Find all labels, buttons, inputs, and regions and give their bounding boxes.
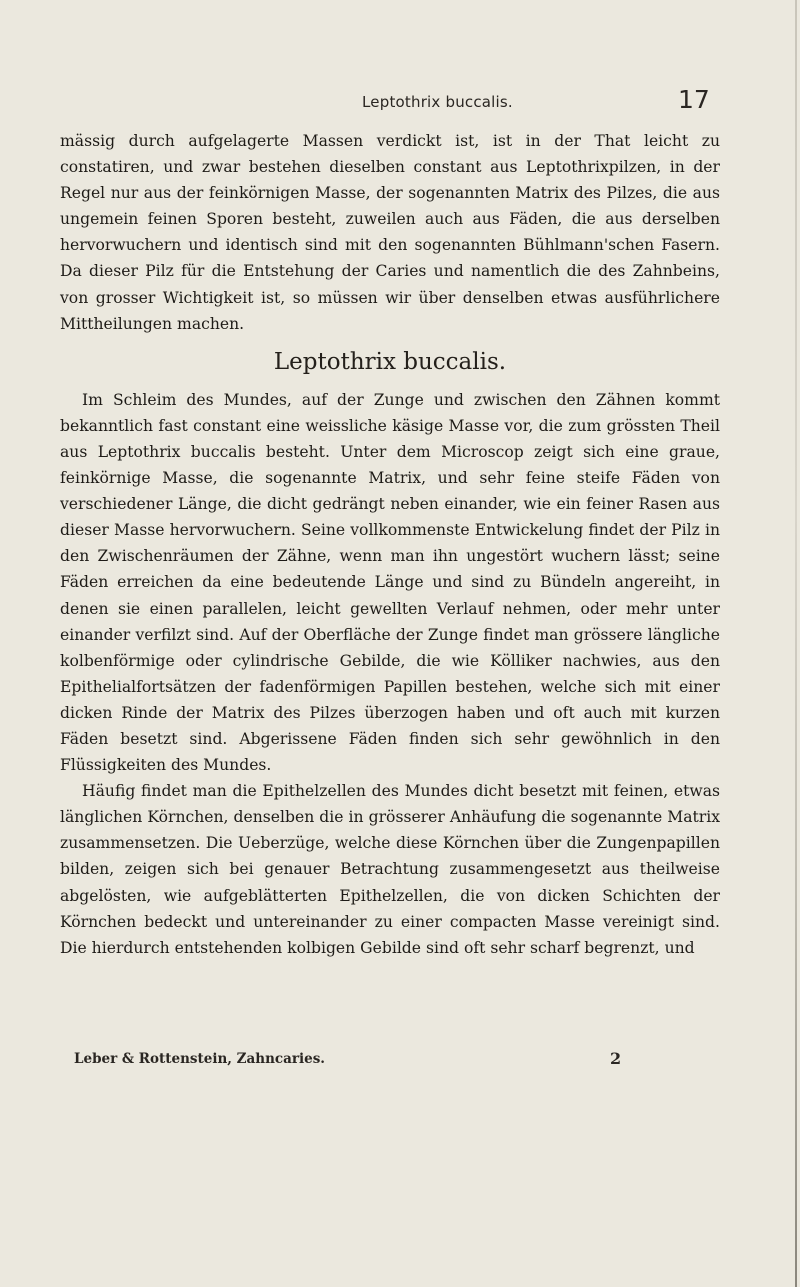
paragraph: Häufig findet man die Epithelzellen des Mundes dicht besetzt mit feinen, etwas länglichen Körnchen, denselben die in grösserer Anhäufung die sogenannte Matrix zusammensetzen. Die Ueberzüge, welche diese Körnchen über die Zungenpapillen bilden, zeigen sich bei genauer Betrachtung zusammengesetzt aus theilweise abgelösten, wie aufgeblätterten Epithelzellen, die von dicken Schichten der Körnchen bedeckt und untereinander zu einer compacten Masse vereinigt sind. Die hierdurch entstehenden kolbigen Gebilde sind oft sehr scharf begrenzt, und [60, 782, 720, 957]
page-edge-shadow [795, 0, 797, 1287]
section-heading: Leptothrix buccalis. [273, 348, 507, 375]
page-footer [60, 1051, 720, 1075]
paragraph: Im Schleim des Mundes, auf der Zunge und zwischen den Zähnen kommt bekanntlich fast constant eine weissliche käsige Masse vor, die zum grössten Theil aus Leptothrix buccalis besteht. Unter dem Microscop zeigt sich eine graue, feinkörnige Masse, die sogenannte Matrix, und sehr feine steife Fäden von verschiedener Länge, die dicht gedrängt neben einander, wie ein feiner Rasen aus dieser Masse hervorwuchern. Seine vollkommenste Entwickelung findet der Pilz in den Zwischenräumen der Zähne, wenn man ihn ungestört wuchern lässt; seine Fäden erreichen da eine bedeutende Länge und sind zu Bündeln angereiht, in denen sie einen parallelen, leicht gewellten Verlauf nehmen, oder mehr unter einander verfilzt sind. Auf der Oberfläche der Zunge findet man grössere längliche kolbenförmige oder cylindrische Gebilde, die wie Kölliker nachwies, aus den Epithelialfortsätzen der fadenförmigen Papillen bestehen, welche sich mit einer dicken Rinde der Matrix des Pilzes überzogen haben und oft auch mit kurzen Fäden besetzt sind. Abgerissene Fäden finden sich sehr gewöhnlich in den Flüssigkeiten des Mundes. [60, 390, 720, 775]
page-header [60, 85, 720, 121]
paragraph-continuation: mässig durch aufgelagerte Massen verdickt ist, ist in der That leicht zu constatiren, und zwar bestehen dieselben constant aus Leptothrixpilzen, in der Regel nur aus der feinkörnigen Masse, der sogenannten Matrix des Pilzes, die aus ungemein feinen Sporen besteht, zuweilen auch aus Fäden, die aus derselben hervorwuchern und identisch sind mit den sogenannten Bühlmann'schen Fasern. Da dieser Pilz für die Entstehung der Caries und namentlich die des Zahnbeins, von grosser Wichtigkeit ist, so müssen wir über denselben etwas ausführlichere Mittheilungen machen. [60, 132, 720, 333]
signature-mark: 2 [610, 1049, 622, 1068]
running-title: Leptothrix buccalis. [362, 93, 513, 111]
body-text [60, 128, 720, 961]
footer-imprint: Leber & Rottenstein, Zahncaries. [74, 1051, 326, 1067]
page-number: 17 [678, 85, 710, 114]
